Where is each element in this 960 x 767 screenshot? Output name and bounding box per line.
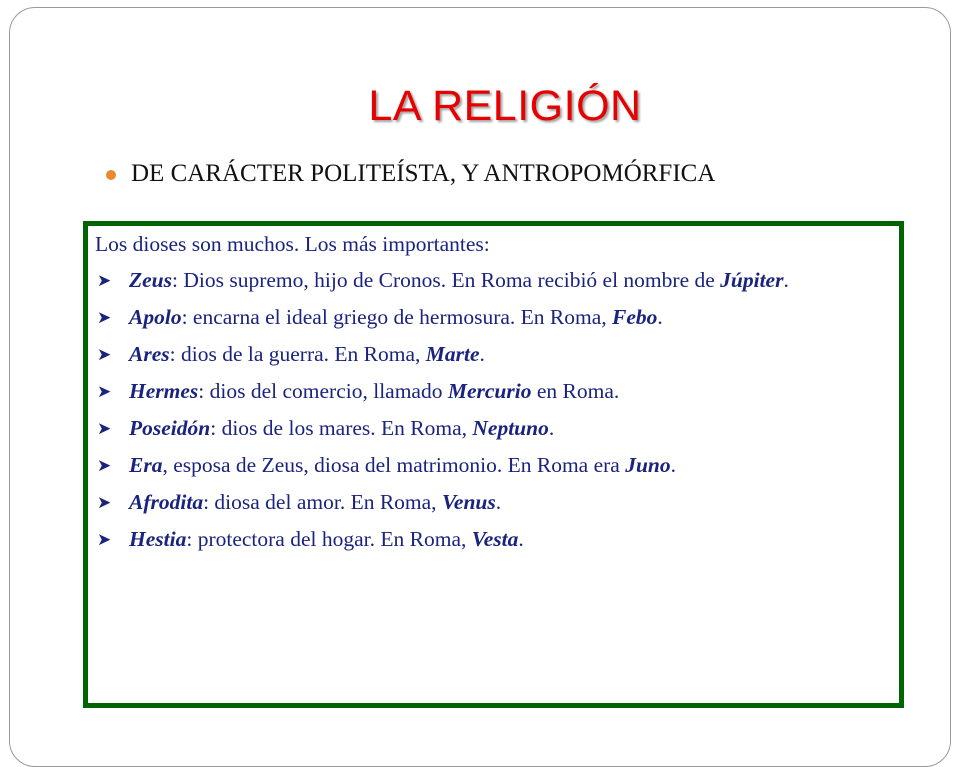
roman-name: Mercurio <box>447 379 532 403</box>
bullet-dot-icon <box>106 170 116 180</box>
arrow-bullet-icon: ➤ <box>97 456 112 475</box>
arrow-bullet-icon: ➤ <box>97 530 112 549</box>
god-name: Era <box>129 453 163 477</box>
god-name: Poseidón <box>129 416 211 440</box>
god-description: : dios del comercio, llamado <box>198 379 448 403</box>
list-item <box>95 304 895 330</box>
god-description: , esposa de Zeus, diosa del matrimonio. En Roma era <box>162 453 626 477</box>
list-item <box>95 378 895 404</box>
god-description-end: . <box>670 453 676 477</box>
roman-name: Vesta <box>471 527 519 551</box>
roman-name: Febo <box>612 305 658 329</box>
gods-intro: Los dioses son muchos. Los más importantes: <box>95 232 490 256</box>
roman-name: Marte <box>425 342 480 366</box>
god-description: : dios de la guerra. En Roma, <box>169 342 426 366</box>
god-description-end: . <box>518 527 524 551</box>
god-description: : diosa del amor. En Roma, <box>203 490 442 514</box>
list-item <box>95 489 895 515</box>
god-name: Hermes <box>129 379 199 403</box>
gods-box <box>83 221 904 708</box>
list-item <box>95 267 895 293</box>
god-description: : protectora del hogar. En Roma, <box>186 527 472 551</box>
arrow-bullet-icon: ➤ <box>97 271 112 290</box>
arrow-bullet-icon: ➤ <box>97 308 112 327</box>
god-description-end: . <box>657 305 663 329</box>
arrow-bullet-icon: ➤ <box>97 345 112 364</box>
arrow-bullet-icon: ➤ <box>97 419 112 438</box>
roman-name: Venus <box>441 490 496 514</box>
god-name: Afrodita <box>129 490 204 514</box>
god-description-end: . <box>548 416 555 440</box>
subtitle-text: DE CARÁCTER POLITEÍSTA, Y ANTROPOMÓRFICA <box>131 160 716 187</box>
god-description: : encarna el ideal griego de hermosura. En Roma, <box>181 305 613 329</box>
god-description-end: en Roma. <box>531 379 620 403</box>
list-item <box>95 415 895 441</box>
roman-name: Júpiter <box>720 268 784 292</box>
god-description-end: . <box>479 342 485 366</box>
god-description-end: . <box>783 268 789 292</box>
subtitle-row <box>106 160 715 188</box>
gods-list <box>95 267 895 563</box>
list-item <box>95 452 895 478</box>
god-description: : Dios supremo, hijo de Cronos. En Roma recibió el nombre de <box>172 268 721 292</box>
god-name: Zeus <box>129 268 172 292</box>
god-name: Hestia <box>129 527 187 551</box>
god-name: Apolo <box>129 305 182 329</box>
list-item <box>95 341 895 367</box>
arrow-bullet-icon: ➤ <box>97 493 112 512</box>
arrow-bullet-icon: ➤ <box>97 382 112 401</box>
slide-title: LA RELIGIÓN <box>368 82 642 130</box>
roman-name: Neptuno <box>472 416 549 440</box>
god-description-end: . <box>495 490 502 514</box>
list-item <box>95 526 895 552</box>
god-name: Ares <box>129 342 170 366</box>
roman-name: Juno <box>625 453 671 477</box>
god-description: : dios de los mares. En Roma, <box>210 416 473 440</box>
